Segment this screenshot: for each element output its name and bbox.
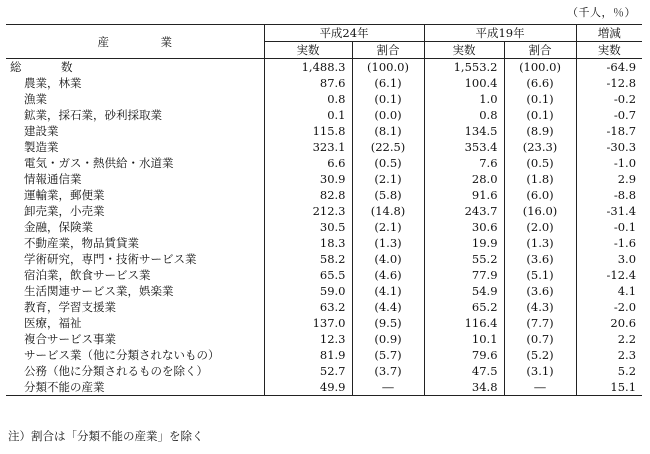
change-value: 15.1: [576, 379, 642, 396]
ratio-h24: (0.9): [352, 331, 424, 347]
total-diff: -64.9: [576, 59, 642, 76]
table-row: [6, 315, 642, 331]
ratio-h19: (6.6): [504, 75, 576, 91]
industry-name: 建設業: [24, 124, 59, 138]
industry-name: 分類不能の産業: [6, 379, 264, 396]
industry-name: 運輸業，郵便業: [24, 188, 105, 202]
value-h24: 82.8: [264, 187, 352, 203]
value-h19: 243.7: [424, 203, 504, 219]
value-h19: 79.6: [424, 347, 504, 363]
ratio-h19: (3.1): [504, 363, 576, 379]
ratio-h24: (8.1): [352, 123, 424, 139]
ratio-h24: (4.6): [352, 267, 424, 283]
table-row: [6, 331, 642, 347]
change-value: -1.0: [576, 155, 642, 171]
value-h19: 77.9: [424, 267, 504, 283]
table-row: [6, 203, 642, 219]
industry-name: 漁業: [24, 92, 47, 106]
value-h19: 65.2: [424, 299, 504, 315]
ratio-h19: (5.1): [504, 267, 576, 283]
value-h24: 87.6: [264, 75, 352, 91]
industry-name: 生活関連サービス業，娯楽業: [24, 284, 174, 298]
change-value: -0.7: [576, 107, 642, 123]
value-h24: 30.5: [264, 219, 352, 235]
ratio-h19: (3.6): [504, 251, 576, 267]
industry-name: 複合サービス事業: [24, 332, 116, 346]
unit-label: （千人，％）: [567, 6, 636, 19]
value-h24: 12.3: [264, 331, 352, 347]
value-h24: 52.7: [264, 363, 352, 379]
ratio-h24: (14.8): [352, 203, 424, 219]
table-row: [6, 363, 642, 379]
value-h24: 81.9: [264, 347, 352, 363]
table-row: [6, 91, 642, 107]
value-h24: 59.0: [264, 283, 352, 299]
industry-name: 卸売業，小売業: [24, 204, 105, 218]
table-row: [6, 299, 642, 315]
table-row: [6, 187, 642, 203]
industry-name: 不動産業，物品賃貸業: [24, 236, 139, 250]
value-h24: 49.9: [264, 379, 352, 396]
ratio-h19: (1.3): [504, 235, 576, 251]
value-h19: 47.5: [424, 363, 504, 379]
ratio-h19: (16.0): [504, 203, 576, 219]
table-row: [6, 235, 642, 251]
ratio-h24: (6.1): [352, 75, 424, 91]
change-value: 4.1: [576, 283, 642, 299]
ratio-h19: (2.0): [504, 219, 576, 235]
ratio-h19: (0.7): [504, 331, 576, 347]
ratio-h24: (2.1): [352, 171, 424, 187]
industry-header: 産 業: [6, 25, 264, 59]
header-change: 増減: [576, 25, 642, 42]
industry-name: 鉱業，採石業，砂利採取業: [24, 108, 162, 122]
value-h24: 58.2: [264, 251, 352, 267]
change-value: 3.0: [576, 251, 642, 267]
value-h24: 30.9: [264, 171, 352, 187]
value-h24: 0.1: [264, 107, 352, 123]
industry-name: 宿泊業，飲食サービス業: [24, 268, 151, 282]
total-row: [6, 59, 642, 76]
total-r19: (100.0): [504, 59, 576, 76]
value-h19: 10.1: [424, 331, 504, 347]
value-h19: 91.6: [424, 187, 504, 203]
ratio-h19: (0.5): [504, 155, 576, 171]
ratio-h24: (5.8): [352, 187, 424, 203]
total-r24: (100.0): [352, 59, 424, 76]
table-row: [6, 75, 642, 91]
ratio-h24: ―: [352, 379, 424, 396]
ratio-h24: (4.1): [352, 283, 424, 299]
table-row: [6, 139, 642, 155]
change-value: -30.3: [576, 139, 642, 155]
industry-name: 医療，福祉: [24, 316, 82, 330]
value-h24: 0.8: [264, 91, 352, 107]
header-h24-ratio: 割合: [352, 42, 424, 59]
value-h19: 19.9: [424, 235, 504, 251]
change-value: -12.8: [576, 75, 642, 91]
value-h19: 100.4: [424, 75, 504, 91]
change-value: -0.2: [576, 91, 642, 107]
change-value: 20.6: [576, 315, 642, 331]
value-h19: 28.0: [424, 171, 504, 187]
industry-employment-table: [6, 24, 642, 396]
value-h24: 18.3: [264, 235, 352, 251]
ratio-h24: (0.0): [352, 107, 424, 123]
ratio-h24: (2.1): [352, 219, 424, 235]
header-h24-value: 実数: [264, 42, 352, 59]
table-row: [6, 107, 642, 123]
value-h24: 323.1: [264, 139, 352, 155]
ratio-h24: (1.3): [352, 235, 424, 251]
header-h24: 平成24年: [264, 25, 424, 42]
change-value: 2.9: [576, 171, 642, 187]
total-v24: 1,488.3: [264, 59, 352, 76]
header-h19: 平成19年: [424, 25, 576, 42]
change-value: -31.4: [576, 203, 642, 219]
header-change-value: 実数: [576, 42, 642, 59]
value-h24: 212.3: [264, 203, 352, 219]
change-value: -1.6: [576, 235, 642, 251]
table-row: [6, 283, 642, 299]
ratio-h24: (5.7): [352, 347, 424, 363]
ratio-h24: (3.7): [352, 363, 424, 379]
industry-name: 公務（他に分類されるものを除く）: [24, 364, 208, 378]
value-h24: 115.8: [264, 123, 352, 139]
industry-name: サービス業（他に分類されないもの）: [24, 348, 220, 362]
table-row: [6, 123, 642, 139]
ratio-h19: (5.2): [504, 347, 576, 363]
header-row-1: [6, 25, 642, 42]
table-row: [6, 267, 642, 283]
industry-name: 電気・ガス・熱供給・水道業: [24, 156, 174, 170]
ratio-h19: (4.3): [504, 299, 576, 315]
ratio-h19: (8.9): [504, 123, 576, 139]
table-row: [6, 379, 642, 396]
value-h19: 54.9: [424, 283, 504, 299]
ratio-h24: (4.0): [352, 251, 424, 267]
header-h19-ratio: 割合: [504, 42, 576, 59]
total-v19: 1,553.2: [424, 59, 504, 76]
value-h19: 353.4: [424, 139, 504, 155]
footnote: 注）割合は「分類不能の産業」を除く: [8, 429, 204, 443]
industry-name: 学術研究，専門・技術サービス業: [24, 252, 197, 266]
table-row: [6, 347, 642, 363]
ratio-h19: (23.3): [504, 139, 576, 155]
value-h19: 116.4: [424, 315, 504, 331]
industry-name: 情報通信業: [24, 172, 82, 186]
ratio-h24: (22.5): [352, 139, 424, 155]
total-label: 総 数: [10, 60, 87, 74]
table-row: [6, 251, 642, 267]
value-h19: 134.5: [424, 123, 504, 139]
change-value: -0.1: [576, 219, 642, 235]
industry-name: 教育，学習支援業: [24, 300, 116, 314]
change-value: 2.2: [576, 331, 642, 347]
ratio-h19: ―: [504, 379, 576, 396]
change-value: -18.7: [576, 123, 642, 139]
ratio-h19: (7.7): [504, 315, 576, 331]
value-h24: 6.6: [264, 155, 352, 171]
ratio-h19: (3.6): [504, 283, 576, 299]
value-h19: 7.6: [424, 155, 504, 171]
value-h19: 34.8: [424, 379, 504, 396]
change-value: -12.4: [576, 267, 642, 283]
ratio-h19: (6.0): [504, 187, 576, 203]
value-h19: 1.0: [424, 91, 504, 107]
change-value: 5.2: [576, 363, 642, 379]
table-row: [6, 219, 642, 235]
value-h24: 65.5: [264, 267, 352, 283]
ratio-h24: (0.1): [352, 91, 424, 107]
ratio-h24: (0.5): [352, 155, 424, 171]
ratio-h19: (1.8): [504, 171, 576, 187]
ratio-h19: (0.1): [504, 107, 576, 123]
table-row: [6, 171, 642, 187]
value-h19: 30.6: [424, 219, 504, 235]
ratio-h19: (0.1): [504, 91, 576, 107]
industry-name: 金融，保険業: [24, 220, 93, 234]
change-value: 2.3: [576, 347, 642, 363]
industry-name: 製造業: [24, 140, 59, 154]
ratio-h24: (4.4): [352, 299, 424, 315]
ratio-h24: (9.5): [352, 315, 424, 331]
change-value: -8.8: [576, 187, 642, 203]
value-h24: 63.2: [264, 299, 352, 315]
value-h19: 55.2: [424, 251, 504, 267]
table-row: [6, 155, 642, 171]
value-h19: 0.8: [424, 107, 504, 123]
industry-name: 農業，林業: [24, 76, 82, 90]
header-h19-value: 実数: [424, 42, 504, 59]
change-value: -2.0: [576, 299, 642, 315]
value-h24: 137.0: [264, 315, 352, 331]
